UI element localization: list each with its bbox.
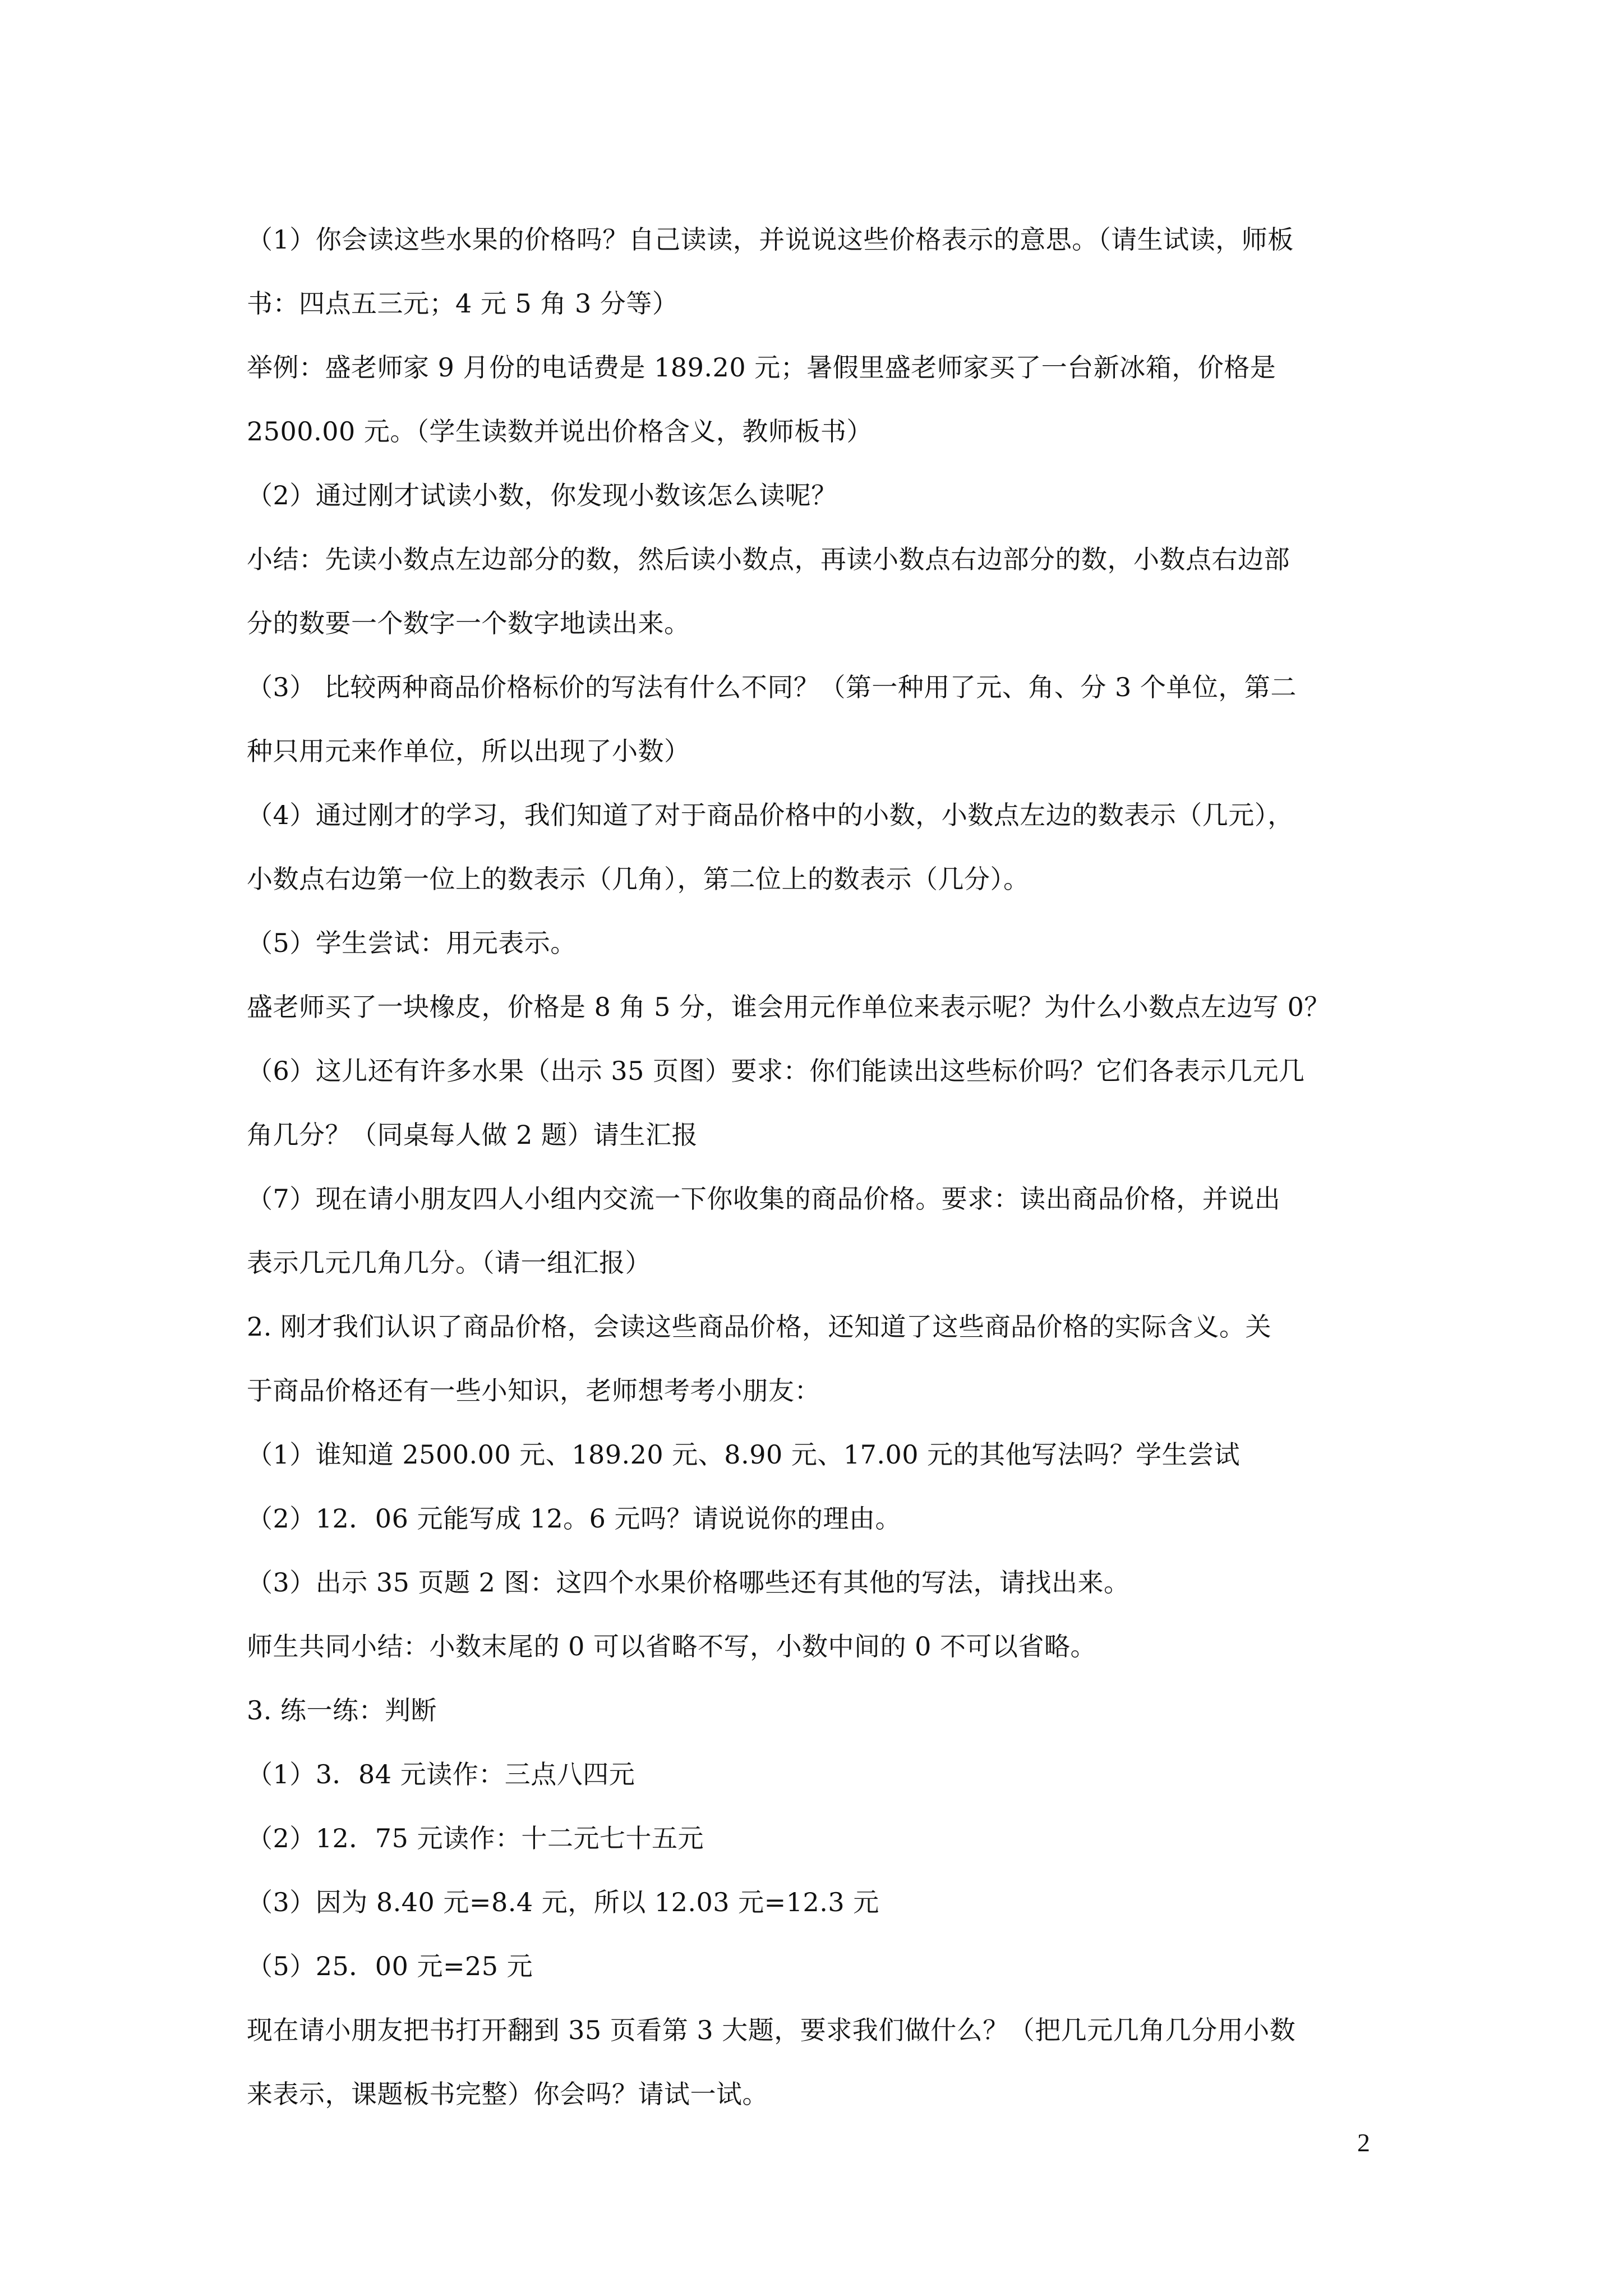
text-line: 现在请小朋友把书打开翻到 35 页看第 3 大题，要求我们做什么？（把几元几角几分用小数 [247,2015,1296,2045]
text-line: 3. 练一练：判断 [247,1695,437,1726]
text-line: 书：四点五三元；4 元 5 角 3 分等） [247,288,679,319]
text-line: （2）12．06 元能写成 12。6 元吗？请说说你的理由。 [247,1503,901,1534]
text-line: 师生共同小结：小数末尾的 0 可以省略不写，小数中间的 0 不可以省略。 [247,1631,1097,1662]
text-line: 2500.00 元。（学生读数并说出价格含义，教师板书） [247,416,873,447]
text-line: 小结：先读小数点左边部分的数，然后读小数点，再读小数点右边部分的数，小数点右边部 [247,544,1290,574]
text-line: 角几分？（同桌每人做 2 题）请生汇报 [247,1120,698,1150]
text-line: 举例：盛老师家 9 月份的电话费是 189.20 元；暑假里盛老师家买了一台新冰箱，价格是 [247,352,1276,383]
text-line: （2）通过刚才试读小数，你发现小数该怎么读呢？ [247,480,837,510]
text-line: （4）通过刚才的学习，我们知道了对于商品价格中的小数，小数点左边的数表示（几元）， [247,800,1294,830]
page-number: 2 [1357,2128,1370,2157]
text-line: （5）学生尝试：用元表示。 [247,928,577,958]
text-line: 小数点右边第一位上的数表示（几角），第二位上的数表示（几分）。 [247,864,1030,894]
text-line: 分的数要一个数字一个数字地读出来。 [247,608,690,638]
text-line: （3） 比较两种商品价格标价的写法有什么不同？（第一种用了元、角、分 3 个单位，第二 [247,672,1297,702]
text-line: （3）因为 8.40 元=8.4 元，所以 12.03 元=12.3 元 [247,1887,879,1917]
document-body [247,208,1385,2126]
text-line: （5）25．00 元=25 元 [247,1951,533,1981]
text-line: 于商品价格还有一些小知识，老师想考考小朋友： [247,1375,820,1406]
text-line: （1）3．84 元读作：三点八四元 [247,1759,635,1789]
text-line: （7）现在请小朋友四人小组内交流一下你收集的商品价格。要求：读出商品价格，并说出 [247,1184,1281,1214]
text-line: （6）这儿还有许多水果（出示 35 页图）要求：你们能读出这些标价吗？它们各表示几元几 [247,1056,1305,1086]
text-line: 盛老师买了一块橡皮，价格是 8 角 5 分，谁会用元作单位来表示呢？为什么小数点左边写 0？ [247,992,1330,1022]
text-line: （1）你会读这些水果的价格吗？自己读读，并说说这些价格表示的意思。（请生试读，师板 [247,224,1294,255]
text-line: 种只用元来作单位，所以出现了小数） [247,736,690,766]
text-line: 2. 刚才我们认识了商品价格，会读这些商品价格，还知道了这些商品价格的实际含义。关 [247,1312,1272,1342]
text-line: （3）出示 35 页题 2 图：这四个水果价格哪些还有其他的写法，请找出来。 [247,1567,1130,1598]
text-line: （1）谁知道 2500.00 元、189.20 元、8.90 元、17.00 元的其他写法吗？学生尝试 [247,1439,1241,1470]
text-line: 表示几元几角几分。（请一组汇报） [247,1248,651,1278]
text-line: 来表示，课题板书完整）你会吗？请试一试。 [247,2079,768,2109]
text-line: （2）12．75 元读作：十二元七十五元 [247,1823,704,1853]
